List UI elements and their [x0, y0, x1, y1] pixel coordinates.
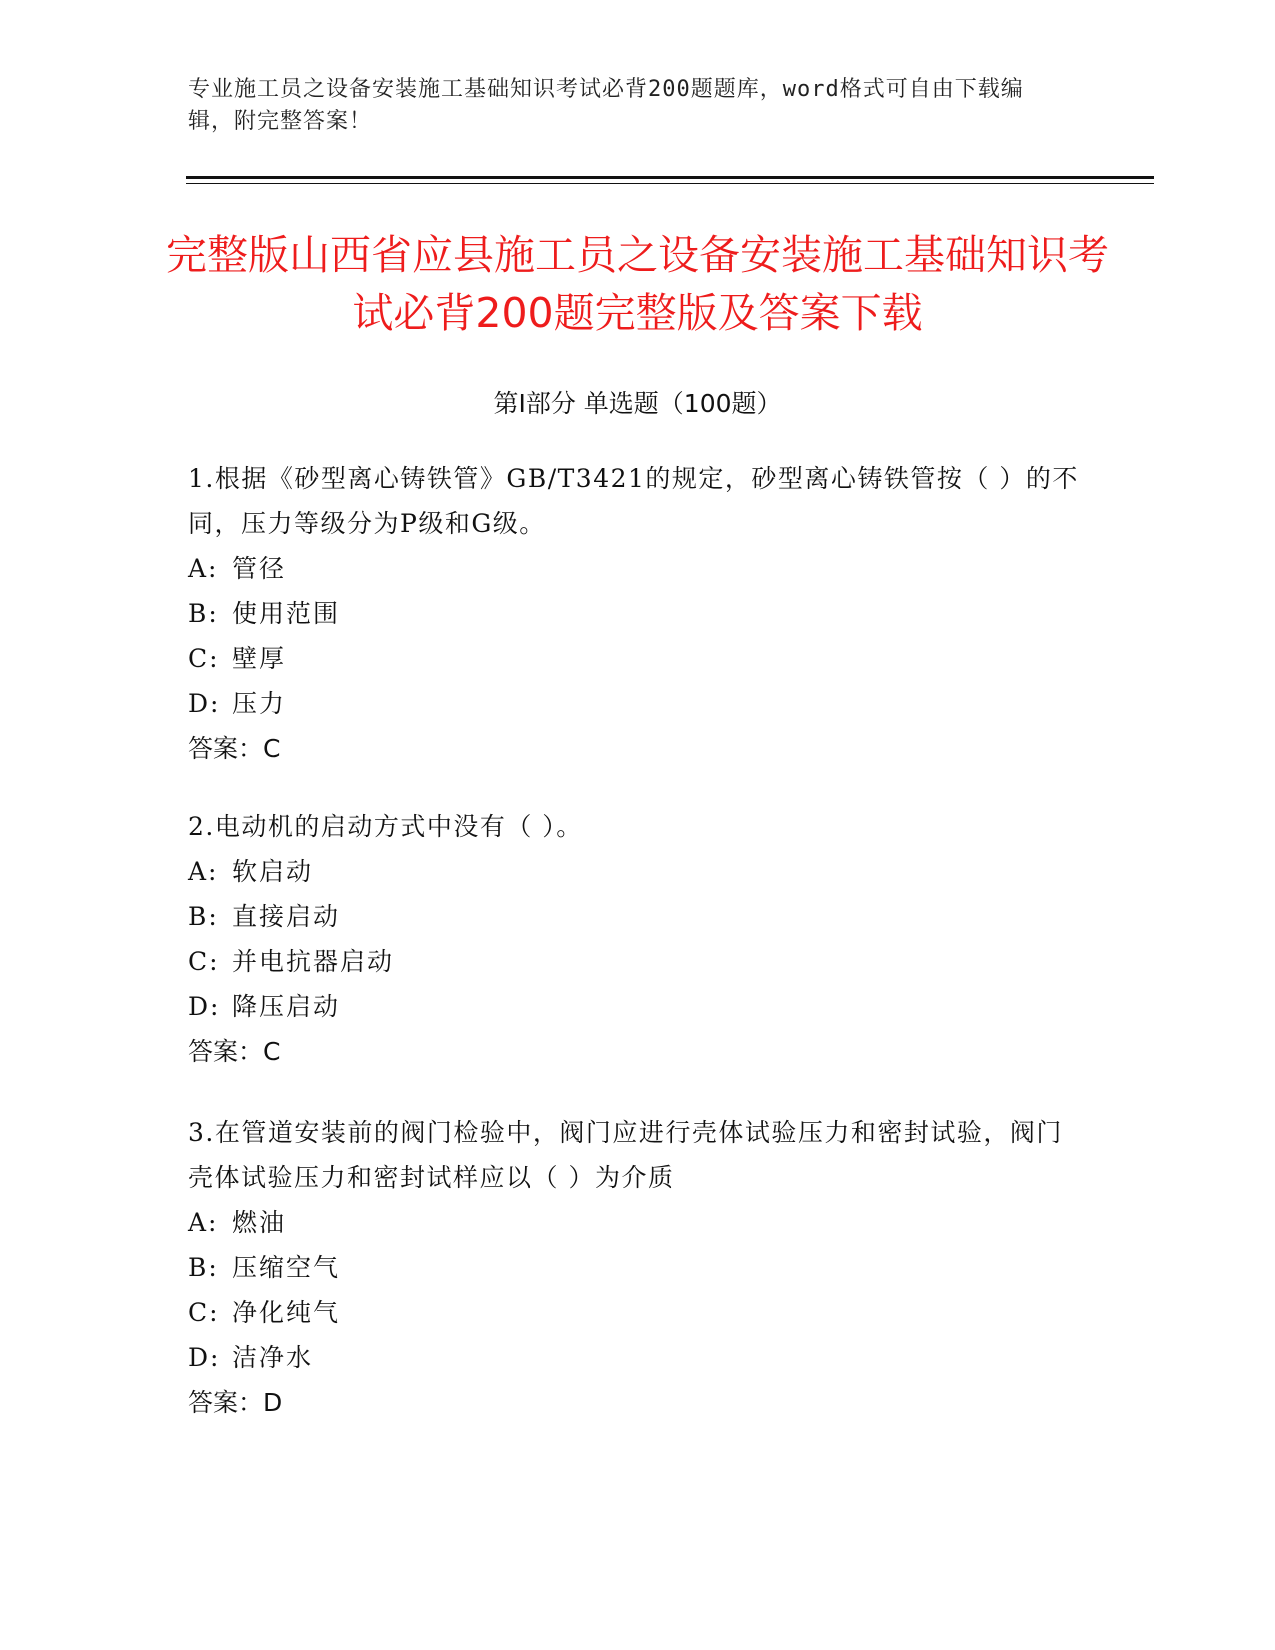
option-letter: D: [188, 992, 221, 1021]
header-rule-thick [186, 176, 1154, 179]
option-d [188, 1335, 1088, 1380]
answer-line [188, 1029, 1088, 1074]
option-text: 壁厚 [232, 644, 287, 673]
option-letter: A: [188, 554, 219, 583]
option-c [188, 1290, 1088, 1335]
option-c [188, 939, 1088, 984]
option-text: 管径 [232, 554, 287, 583]
answer-value: D [263, 1388, 283, 1417]
option-text: 洁净水 [232, 1343, 314, 1372]
option-text: 软启动 [232, 857, 314, 886]
option-letter: C: [188, 1298, 220, 1327]
option-letter: B: [188, 599, 219, 628]
question-text: 3.在管道安装前的阀门检验中，阀门应进行壳体试验压力和密封试验，阀门壳体试验压力和密封试样应以（ ）为介质 [188, 1118, 1063, 1192]
option-letter: C: [188, 644, 220, 673]
option-c [188, 636, 1088, 681]
option-text: 燃油 [232, 1208, 287, 1237]
option-letter: D: [188, 1343, 221, 1372]
question-text: 1.根据《砂型离心铸铁管》GB/T3421的规定，砂型离心铸铁管按（ ）的不同，压力等级分为P级和G级。 [188, 464, 1079, 538]
answer-line [188, 1380, 1088, 1425]
option-letter: A: [188, 857, 219, 886]
section-heading: 第Ⅰ部分 单选题（100题） [493, 389, 782, 418]
option-a [188, 1200, 1088, 1245]
option-letter: C: [188, 947, 220, 976]
option-b [188, 1245, 1088, 1290]
option-text: 使用范围 [232, 599, 341, 628]
option-b [188, 894, 1088, 939]
question-2 [188, 804, 1088, 1074]
document-title: 完整版山西省应县施工员之设备安装施工基础知识考试必背200题完整版及答案下载 [166, 231, 1109, 337]
answer-label: 答案： [188, 1388, 264, 1417]
option-text: 净化纯气 [232, 1298, 341, 1327]
answer-value: C [263, 1037, 281, 1066]
option-letter: A: [188, 1208, 219, 1237]
header-rule-thin [186, 183, 1154, 184]
option-text: 直接启动 [232, 902, 341, 931]
option-a [188, 546, 1088, 591]
option-letter: B: [188, 1253, 219, 1282]
option-d [188, 984, 1088, 1029]
header-note: 专业施工员之设备安装施工基础知识考试必背200题题库，word格式可自由下载编辑，附完整答案！ [188, 77, 1024, 134]
answer-label: 答案： [188, 1037, 264, 1066]
option-b [188, 591, 1088, 636]
option-letter: B: [188, 902, 219, 931]
question-text: 2.电动机的启动方式中没有（ ）。 [188, 812, 583, 841]
option-text: 压力 [232, 689, 287, 718]
answer-line [188, 726, 1088, 771]
option-letter: D: [188, 689, 221, 718]
question-3 [188, 1110, 1088, 1425]
option-a [188, 849, 1088, 894]
question-1 [188, 456, 1088, 771]
option-d [188, 681, 1088, 726]
answer-value: C [263, 734, 281, 763]
option-text: 降压启动 [232, 992, 341, 1021]
answer-label: 答案： [188, 734, 264, 763]
option-text: 并电抗器启动 [232, 947, 395, 976]
option-text: 压缩空气 [232, 1253, 341, 1282]
